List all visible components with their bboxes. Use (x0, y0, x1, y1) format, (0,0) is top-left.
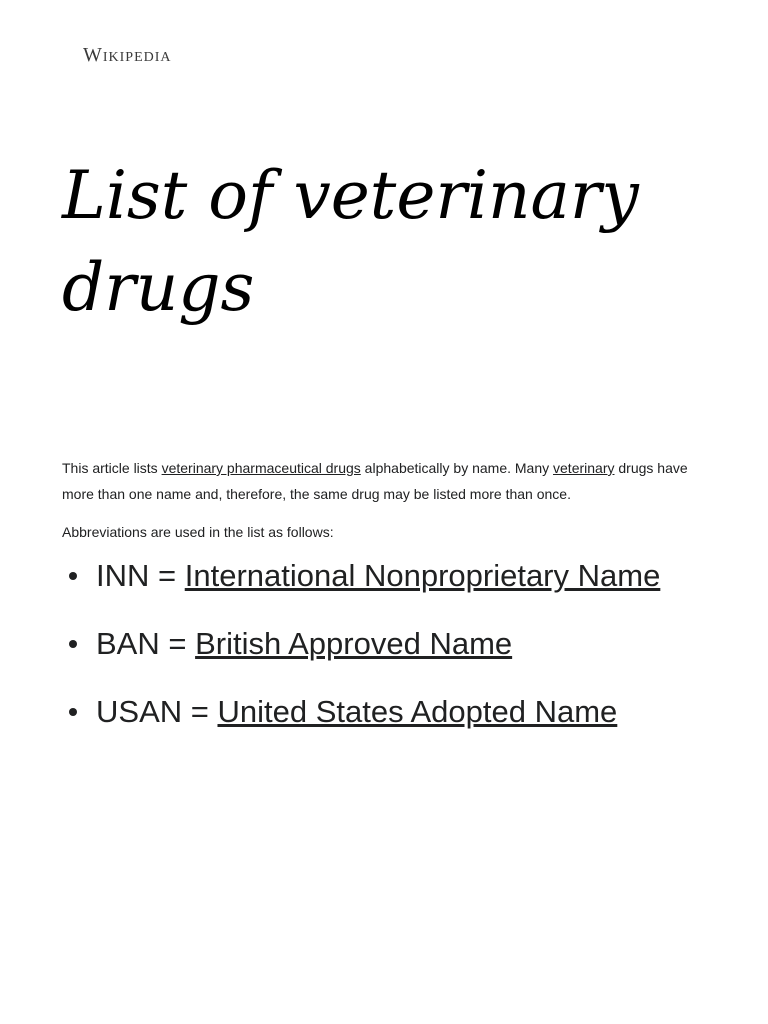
abbreviations-list (62, 547, 712, 741)
intro-text-1: This article lists (62, 460, 162, 476)
wikipedia-wordmark[interactable]: Wikipedia (83, 44, 172, 66)
equals-sign: = (149, 558, 185, 593)
list-item (62, 615, 712, 673)
veterinary-pharmaceutical-drugs-link[interactable]: veterinary pharmaceutical drugs (161, 460, 361, 476)
equals-sign: = (182, 694, 218, 729)
intro-text-2: alphabetically by name. Many (360, 460, 554, 476)
veterinary-link[interactable]: veterinary (553, 460, 615, 476)
list-item (62, 547, 712, 605)
bullet-icon (69, 708, 77, 716)
list-item (62, 683, 712, 741)
united-states-adopted-name-link[interactable]: United States Adopted Name (217, 694, 618, 729)
intro-paragraph (62, 455, 712, 507)
abbreviation-usan: USAN (96, 694, 183, 729)
article-content (62, 455, 712, 751)
bullet-icon (69, 640, 77, 648)
abbreviation-inn: INN (96, 558, 150, 593)
intro-text-3: drugs have more than one name and, therefore, the same drug may be listed more than once. (62, 460, 688, 502)
british-approved-name-link[interactable]: British Approved Name (195, 626, 513, 661)
equals-sign: = (159, 626, 196, 661)
page-title: List of veterinary drugs (62, 157, 639, 326)
bullet-icon (69, 572, 77, 580)
international-nonproprietary-name-link[interactable]: International Nonproprietary Name (184, 558, 661, 593)
abbreviation-ban: BAN (96, 626, 160, 661)
abbreviations-intro: Abbreviations are used in the list as follows: (62, 524, 334, 540)
